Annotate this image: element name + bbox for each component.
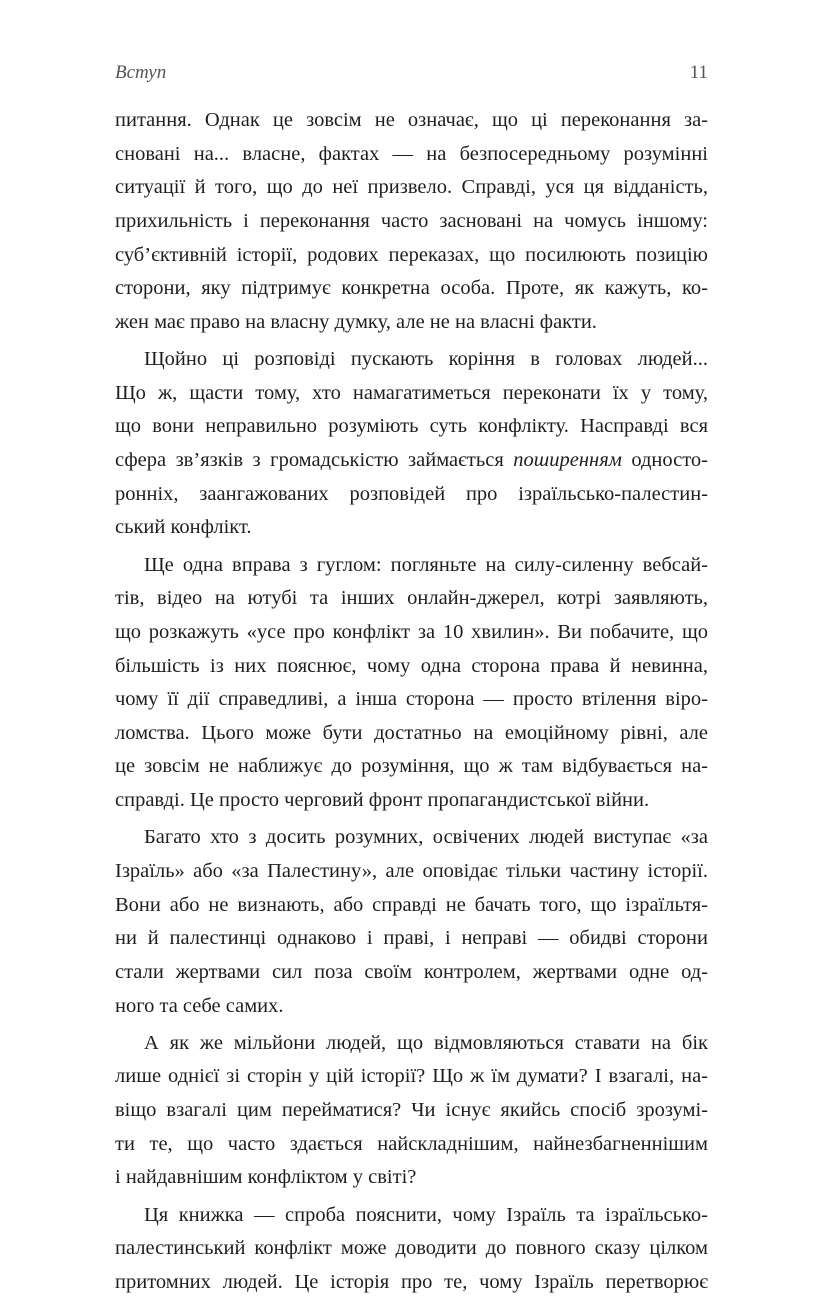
text-line: і найдавнішим конфліктом у світі? [115,1161,708,1195]
text-line: ситуації й того, що до неї призвело. Справді, уся ця відданість, [115,171,708,205]
text-line: Ще одна вправа з гуглом: погляньте на силу-силенну вебсай- [115,549,708,583]
text-line: сторони, яку підтримує конкретна особа. Проте, як кажуть, ко- [115,272,708,306]
text-line: що розкажуть «усе про конфлікт за 10 хвилин». Ви побачите, що [115,616,708,650]
text-line: прихильність і переконання часто засновані на чомусь іншому: [115,205,708,239]
text-line: ломства. Цього може бути достатньо на емоційному рівні, але [115,717,708,751]
paragraph [115,104,708,340]
text-line: віщо взагалі цим перейматися? Чи існує якийсь спосіб зрозумі- [115,1094,708,1128]
text-line: більшість із них пояснює, чому одна сторона права й невинна, [115,650,708,684]
text-line: лише однієї зі сторін у цій історії? Що ж їм думати? І взагалі, на- [115,1060,708,1094]
text-line: що вони неправильно розуміють суть конфлікту. Насправді вся [115,410,708,444]
text-line: це зовсім не наближує до розуміння, що ж там відбувається на- [115,750,708,784]
text-line: сновані на... власне, фактах — на безпосередньому розумінні [115,138,708,172]
text-line: сфера зв’язків з громадськістю займається поширенням односто- [115,444,708,478]
paragraph [115,821,708,1023]
section-title: Вступ [115,62,166,84]
text-line: стали жертвами сил поза своїм контролем, жертвами одне од- [115,956,708,990]
text-line: Багато хто з досить розумних, освічених людей виступає «за [115,821,708,855]
text-line: Ця книжка — спроба пояснити, чому Ізраїль та ізраїльсько- [115,1199,708,1233]
text-line: А як же мільйони людей, що відмовляються ставати на бік [115,1027,708,1061]
text-line: суб’єктивній історії, родових переказах, що посилюють позицію [115,239,708,273]
text-line: ного та себе самих. [115,990,708,1024]
text-line: справді. Це просто черговий фронт пропагандистської війни. [115,784,708,818]
text-line: палестинський конфлікт може доводити до повного сказу цілком [115,1232,708,1266]
text-line: Вони або не визнають, або справді не бачать того, що ізраїльтя- [115,889,708,923]
body-text [115,104,708,1299]
text-line: жен має право на власну думку, але не на власні факти. [115,306,708,340]
paragraph [115,1027,708,1195]
text-line: чому її дії справедливі, а інша сторона — просто втілення віро- [115,683,708,717]
text-line: ський конфлікт. [115,511,708,545]
text-line: Що ж, щасти тому, хто намагатиметься переконати їх у тому, [115,377,708,411]
text-line: ронніх, заангажованих розповідей про ізраїльсько-палестин- [115,478,708,512]
text-line: ни й палестинці однаково і праві, і неправі — обидві сторони [115,922,708,956]
paragraph [115,549,708,818]
text-line: Щойно ці розповіді пускають коріння в головах людей... [115,343,708,377]
text-line: Ізраїль» або «за Палестину», але оповідає тільки частину історії. [115,855,708,889]
text-line: тів, відео на ютубі та інших онлайн-джерел, котрі заявляють, [115,582,708,616]
paragraph [115,343,708,545]
paragraph [115,1199,708,1299]
text-line: притомних людей. Це історія про те, чому Ізраїль перетворює [115,1266,708,1299]
text-line: ти те, що часто здається найскладнішим, найнезбагненнішим [115,1128,708,1162]
running-header [115,62,708,86]
emphasis: поширенням [513,449,622,471]
page-number: 11 [690,62,708,84]
text-line: питання. Однак це зовсім не означає, що ці переконання за- [115,104,708,138]
